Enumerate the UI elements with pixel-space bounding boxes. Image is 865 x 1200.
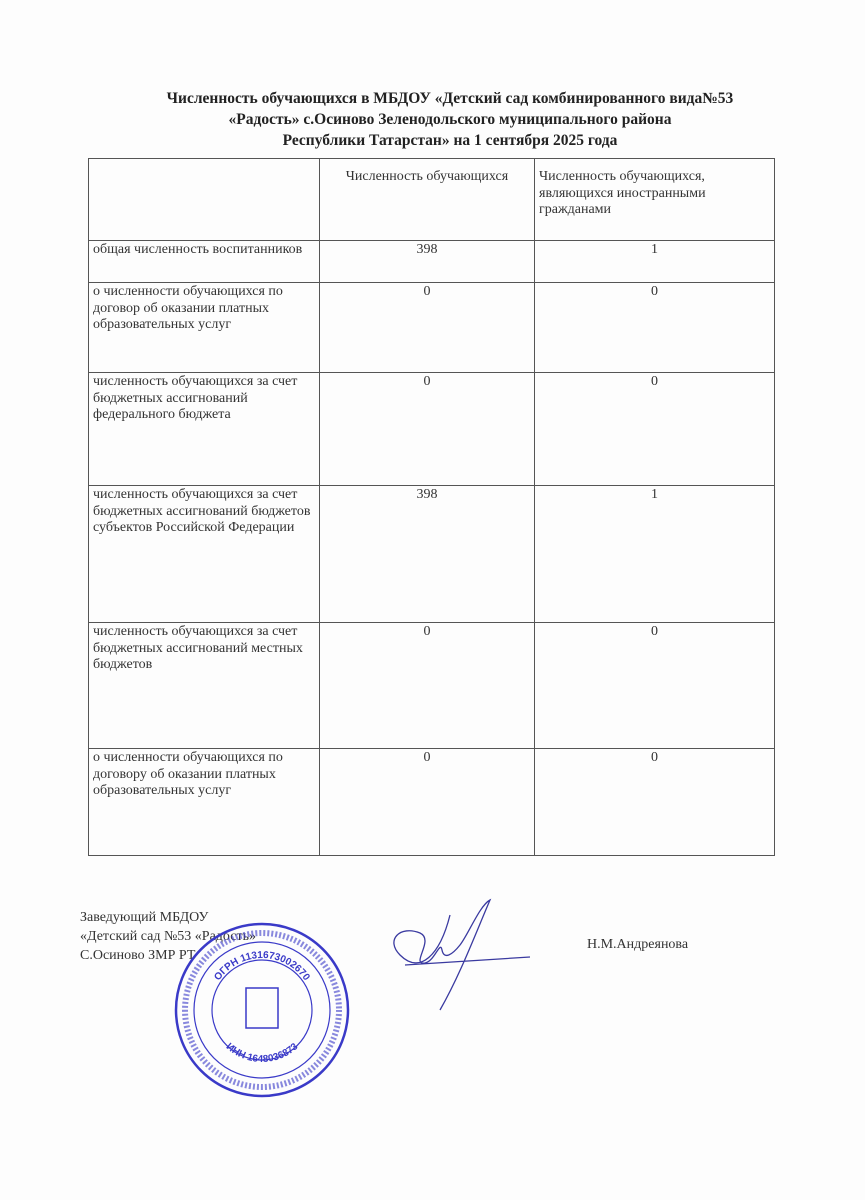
signatory-name: Н.М.Андреянова [587,937,689,952]
table-header-row [89,159,775,241]
row-total: 398 [320,241,535,283]
header-cell-foreign: Численность обучающихся, являющихся иностранными гражданами [535,159,775,241]
title-line: Численность обучающихся в МБДОУ «Детский сад комбинированного вида№53 [166,90,734,107]
signatory-title: Заведующий МБДОУ [80,910,209,925]
table-row [89,623,775,749]
table-row [89,283,775,373]
row-label: о численности обучающихся по договор об оказании платных образовательных услуг [89,283,320,373]
row-total: 0 [320,623,535,749]
row-total: 0 [320,283,535,373]
row-label: численность обучающихся за счет бюджетных ассигнований местных бюджетов [89,623,320,749]
row-foreign: 0 [535,749,775,856]
table-row [89,749,775,856]
handwritten-signature [380,895,540,1015]
row-foreign: 1 [535,486,775,623]
signatory-org: «Детский сад №53 «Радость» [80,929,256,944]
row-foreign: 1 [535,241,775,283]
row-label: численность обучающихся за счет бюджетных ассигнований федерального бюджета [89,373,320,486]
official-stamp [172,920,352,1100]
document-title [80,88,820,151]
title-line: Республики Татарстан» на 1 сентября 2025 года [282,132,618,149]
stamp-ogrn: ОГРН 1131673002670 [212,949,312,983]
row-label: численность обучающихся за счет бюджетных ассигнований бюджетов субъектов Российской Федерации [89,486,320,623]
table-row [89,486,775,623]
enrollment-table [88,158,775,856]
title-line: «Радость» с.Осиново Зеленодольского муниципального района [228,111,672,128]
row-label: общая численность воспитанников [89,241,320,283]
table-row [89,373,775,486]
table-row [89,241,775,283]
row-total: 0 [320,373,535,486]
signatory-location: С.Осиново ЗМР РТ [80,948,196,963]
row-foreign: 0 [535,283,775,373]
header-cell-total: Численность обучающихся [320,159,535,241]
row-foreign: 0 [535,623,775,749]
stamp-inn: ИНН 1648036873 [223,1041,301,1066]
row-total: 0 [320,749,535,856]
header-cell-empty [89,159,320,241]
row-total: 398 [320,486,535,623]
row-label: о численности обучающихся по договору об оказании платных образовательных услуг [89,749,320,856]
row-foreign: 0 [535,373,775,486]
